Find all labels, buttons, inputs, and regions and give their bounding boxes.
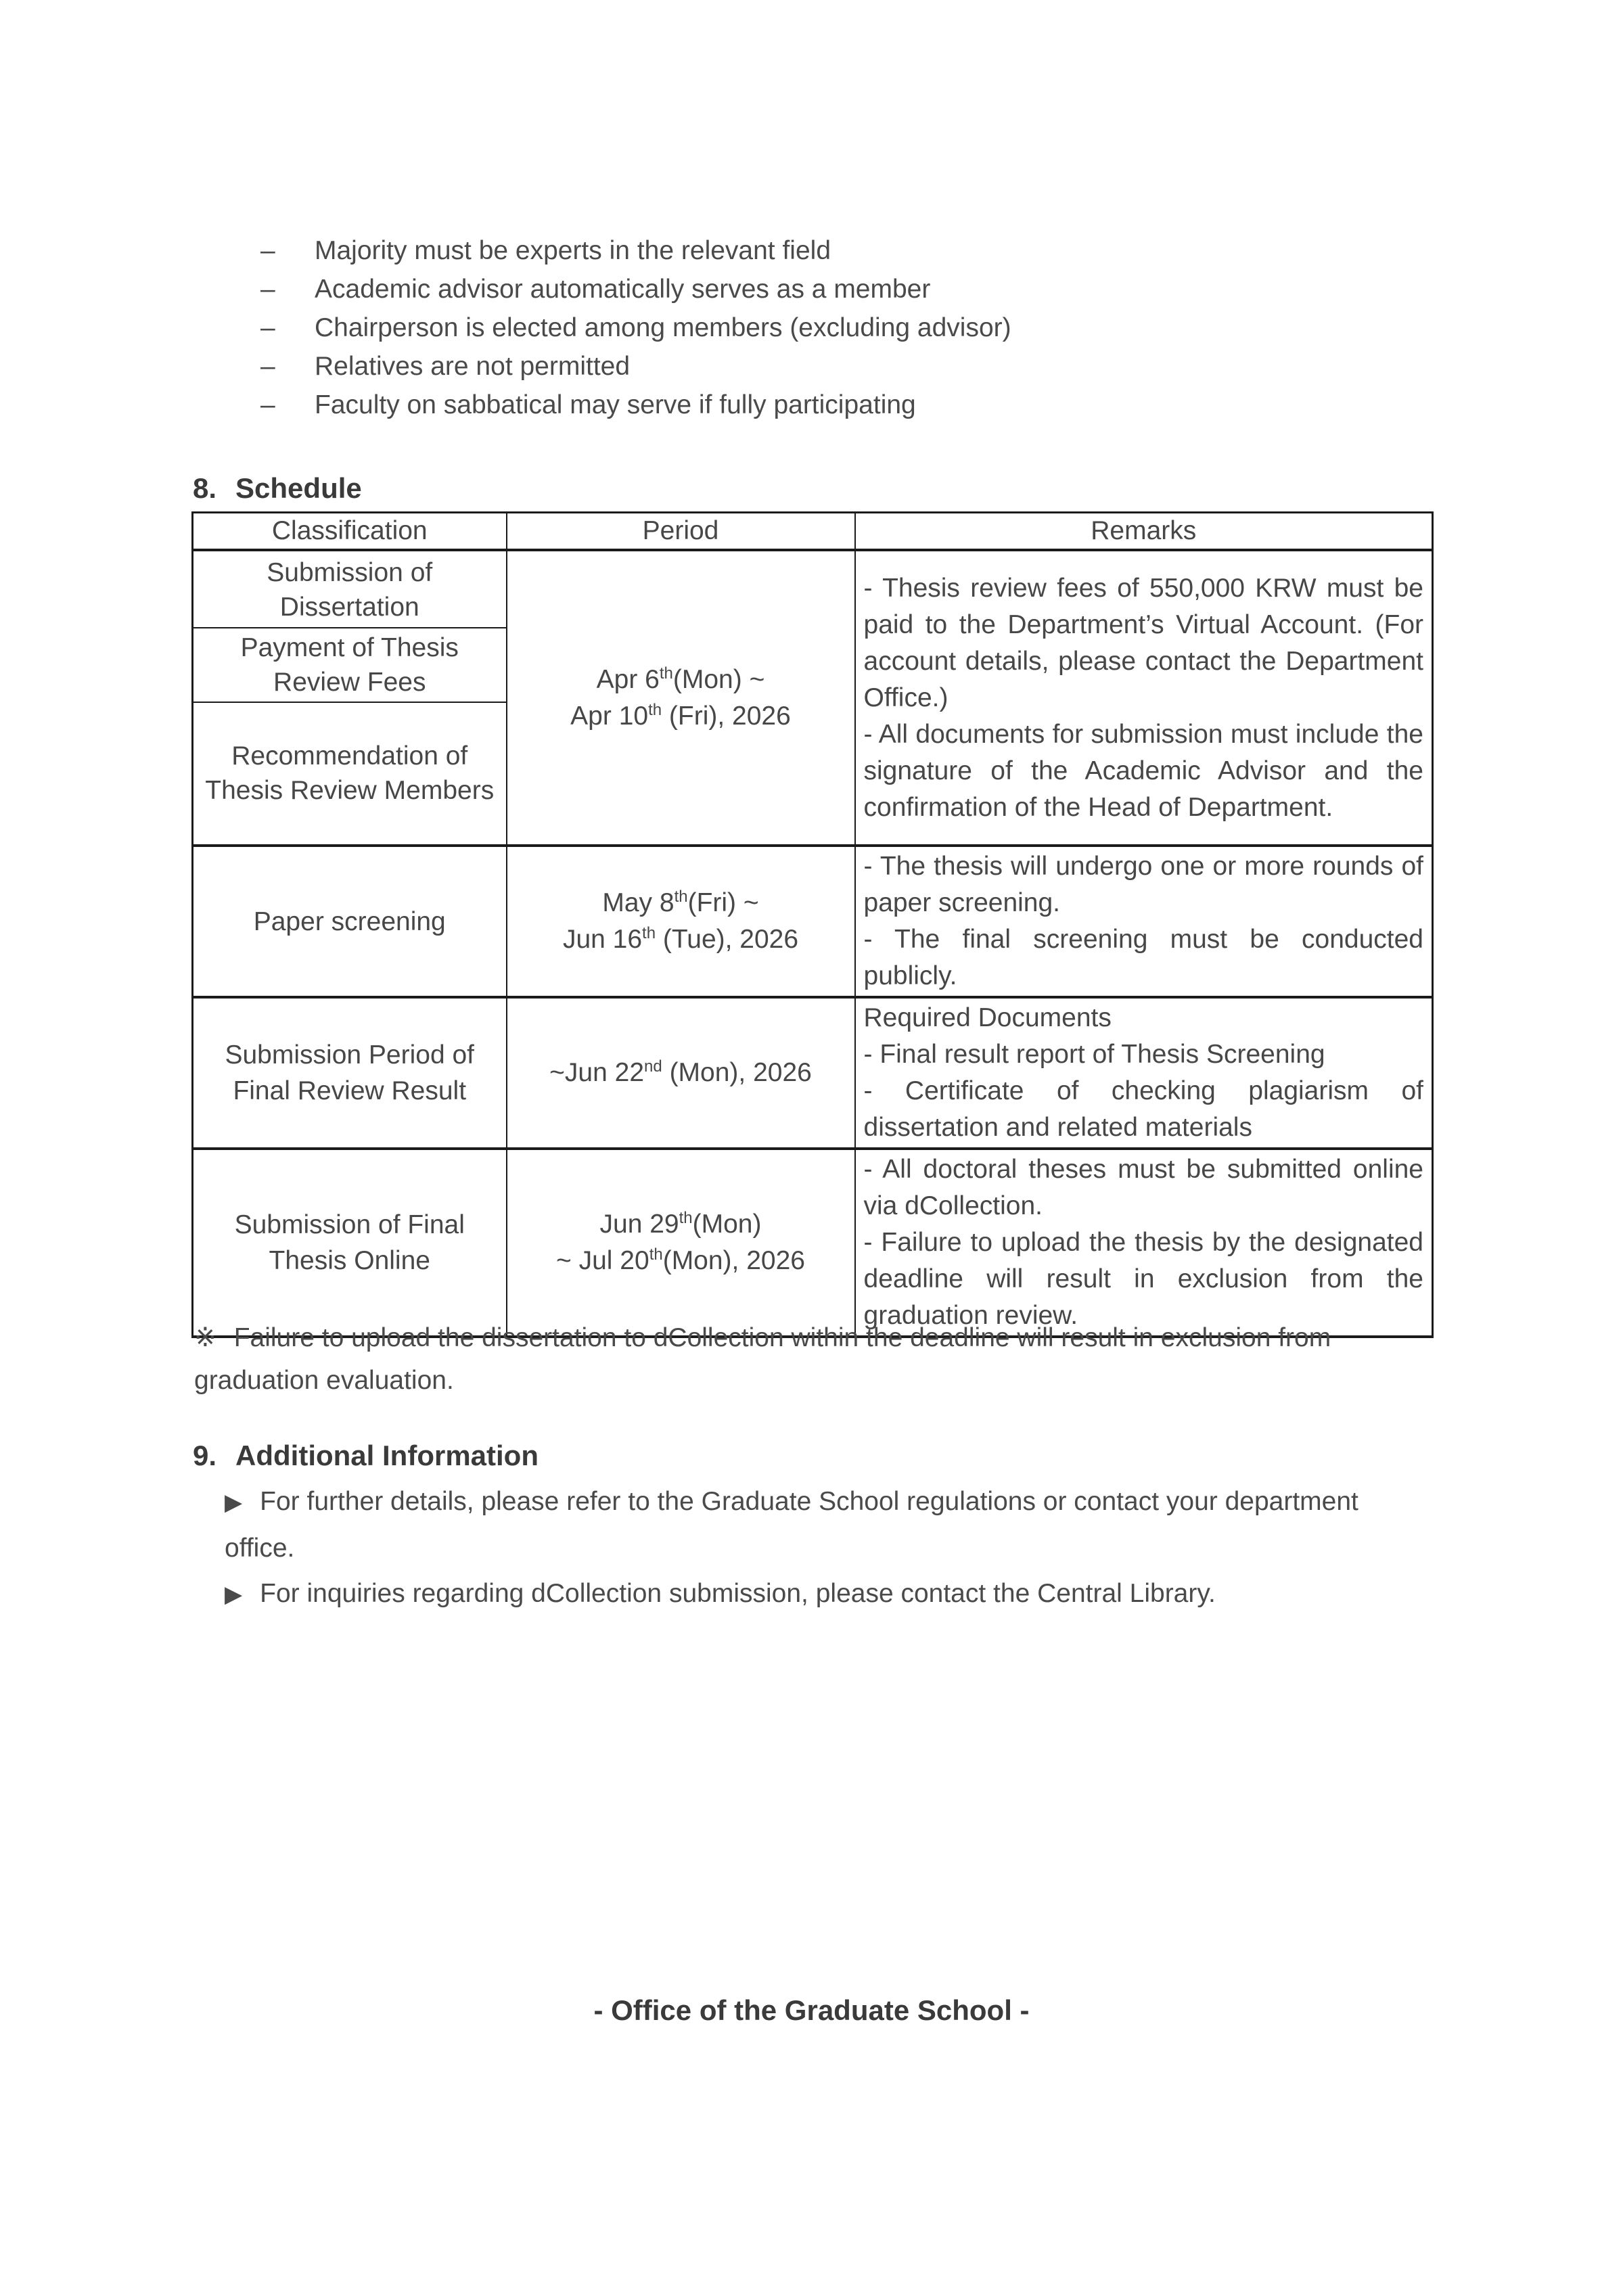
- committee-rule-item: [260, 231, 1011, 270]
- remark-paragraph: - All doctoral theses must be submitted online via dCollection.: [863, 1155, 1423, 1220]
- committee-rule-item: [260, 308, 1011, 347]
- period-line: [508, 1055, 854, 1091]
- committee-rule-text: Majority must be experts in the relevant field: [315, 236, 831, 265]
- section-8-heading: [193, 472, 362, 505]
- ordinal-suffix: th: [642, 924, 656, 942]
- classification-subcell: [193, 703, 506, 843]
- period-cell: [507, 550, 855, 846]
- document-footer: - Office of the Graduate School -: [593, 1994, 1030, 2026]
- classification-cell: [193, 997, 507, 1149]
- remark-paragraph: - All documents for submission must include the signature of the Academic Advisor and the confirmation of the Head of Department.: [863, 719, 1423, 822]
- period-text: (Fri), 2026: [662, 701, 791, 731]
- classification-text: Submission Period of Final Review Result: [225, 1040, 475, 1105]
- section-9-label: Additional Information: [235, 1440, 539, 1471]
- triangle-bullet-icon: ▶: [225, 1582, 243, 1607]
- classification-subcell: [193, 553, 506, 628]
- ordinal-suffix: th: [674, 888, 688, 906]
- period-text: (Mon) ~: [672, 664, 765, 694]
- classification-cell: [193, 846, 507, 997]
- schedule-row: [193, 846, 1433, 997]
- period-line: [508, 1206, 854, 1243]
- schedule-table-header: [193, 513, 1433, 551]
- period-text: Jun 29: [599, 1210, 679, 1239]
- dash-bullet: –: [260, 236, 275, 265]
- classification-cell: [193, 1149, 507, 1337]
- classification-text: Payment of Thesis Review Fees: [240, 633, 459, 697]
- additional-info-text: For inquiries regarding dCollection submission, please contact the Central Library.: [260, 1579, 1216, 1608]
- dash-bullet: –: [260, 390, 275, 419]
- dash-bullet: –: [260, 352, 275, 381]
- period-cell: [507, 997, 855, 1149]
- dash-bullet: –: [260, 275, 275, 304]
- section-8-number: 8.: [193, 472, 217, 504]
- period-text: (Mon), 2026: [662, 1246, 805, 1275]
- committee-rule-text: Academic advisor automatically serves as a member: [315, 275, 931, 304]
- period-text: Jun 16: [562, 925, 643, 954]
- schedule-row: [193, 1149, 1433, 1337]
- period-line: [508, 662, 854, 698]
- additional-info-item: [225, 1571, 1361, 1617]
- classification-text: Submission of Final Thesis Online: [234, 1210, 465, 1275]
- schedule-header-row: [193, 513, 1433, 551]
- ordinal-suffix: th: [649, 1245, 663, 1264]
- header-period: Period: [507, 513, 855, 551]
- dcollection-deadline-note: [194, 1316, 1344, 1402]
- schedule-row: [193, 997, 1433, 1149]
- remark-paragraph: Required Documents: [863, 1003, 1112, 1032]
- period-text: Apr 10: [570, 701, 649, 731]
- remark-paragraph: - Final result report of Thesis Screening: [863, 1040, 1325, 1069]
- additional-information-list: [225, 1479, 1361, 1617]
- period-cell: [507, 1149, 855, 1337]
- remark-paragraph: - Failure to upload the thesis by the designated deadline will result in exclusion from the graduation review.: [863, 1228, 1423, 1330]
- period-text: (Tue), 2026: [656, 925, 799, 954]
- section-9-number: 9.: [193, 1440, 217, 1471]
- period-cell: [507, 846, 855, 997]
- committee-rule-item: [260, 347, 1011, 386]
- period-text: ~Jun 22: [549, 1058, 645, 1087]
- header-remarks: Remarks: [855, 513, 1433, 551]
- ordinal-suffix: th: [679, 1209, 693, 1227]
- remarks-cell: [855, 997, 1433, 1149]
- reference-mark: ※: [194, 1323, 216, 1352]
- section-8-label: Schedule: [235, 472, 362, 504]
- schedule-table: [191, 511, 1434, 1338]
- dash-bullet: –: [260, 313, 275, 342]
- additional-info-text: For further details, please refer to the Graduate School regulations or contact your department office.: [225, 1487, 1358, 1563]
- period-text: (Mon), 2026: [662, 1058, 812, 1087]
- period-line: [508, 921, 854, 958]
- period-line: [508, 885, 854, 921]
- additional-info-item: [225, 1479, 1361, 1571]
- classification-cell: [193, 550, 507, 846]
- remark-paragraph: - The final screening must be conducted publicly.: [863, 925, 1423, 990]
- period-text: (Fri) ~: [687, 888, 759, 917]
- remark-paragraph: - Thesis review fees of 550,000 KRW must be paid to the Department’s Virtual Account. (For account details, please contact the Department Office.): [863, 573, 1423, 712]
- schedule-row: [193, 550, 1433, 846]
- committee-rules-list: [260, 231, 1011, 424]
- remarks-cell: [855, 846, 1433, 997]
- committee-rule-item: [260, 386, 1011, 424]
- period-text: May 8: [602, 888, 675, 917]
- ordinal-suffix: th: [648, 700, 662, 719]
- period-text: Apr 6: [596, 664, 660, 694]
- ordinal-suffix: th: [659, 664, 673, 683]
- ordinal-suffix: nd: [644, 1057, 662, 1076]
- triangle-bullet-icon: ▶: [225, 1490, 243, 1515]
- remark-paragraph: - The thesis will undergo one or more rounds of paper screening.: [863, 852, 1423, 917]
- header-classification: Classification: [193, 513, 507, 551]
- committee-rule-item: [260, 270, 1011, 308]
- committee-rule-text: Faculty on sabbatical may serve if fully participating: [315, 390, 916, 419]
- remarks-cell: [855, 1149, 1433, 1337]
- period-line: [508, 698, 854, 735]
- period-text: (Mon): [692, 1210, 762, 1239]
- classification-text: Recommendation of Thesis Review Members: [205, 741, 495, 805]
- period-text: ~ Jul 20: [556, 1246, 649, 1275]
- remark-paragraph: - Certificate of checking plagiarism of dissertation and related materials: [863, 1076, 1423, 1142]
- classification-text: Submission of Dissertation: [267, 558, 433, 622]
- section-9-heading: [193, 1440, 539, 1472]
- schedule-table-body: [193, 550, 1433, 1337]
- classification-subcell: [193, 628, 506, 703]
- classification-text: Paper screening: [253, 906, 446, 936]
- committee-rule-text: Relatives are not permitted: [315, 352, 631, 381]
- committee-rule-text: Chairperson is elected among members (excluding advisor): [315, 313, 1011, 342]
- remarks-cell: [855, 550, 1433, 846]
- note-text: Failure to upload the dissertation to dCollection within the deadline will result in exclusion from graduation evaluation.: [194, 1323, 1331, 1395]
- period-line: [508, 1243, 854, 1279]
- classification-stack: [193, 553, 506, 843]
